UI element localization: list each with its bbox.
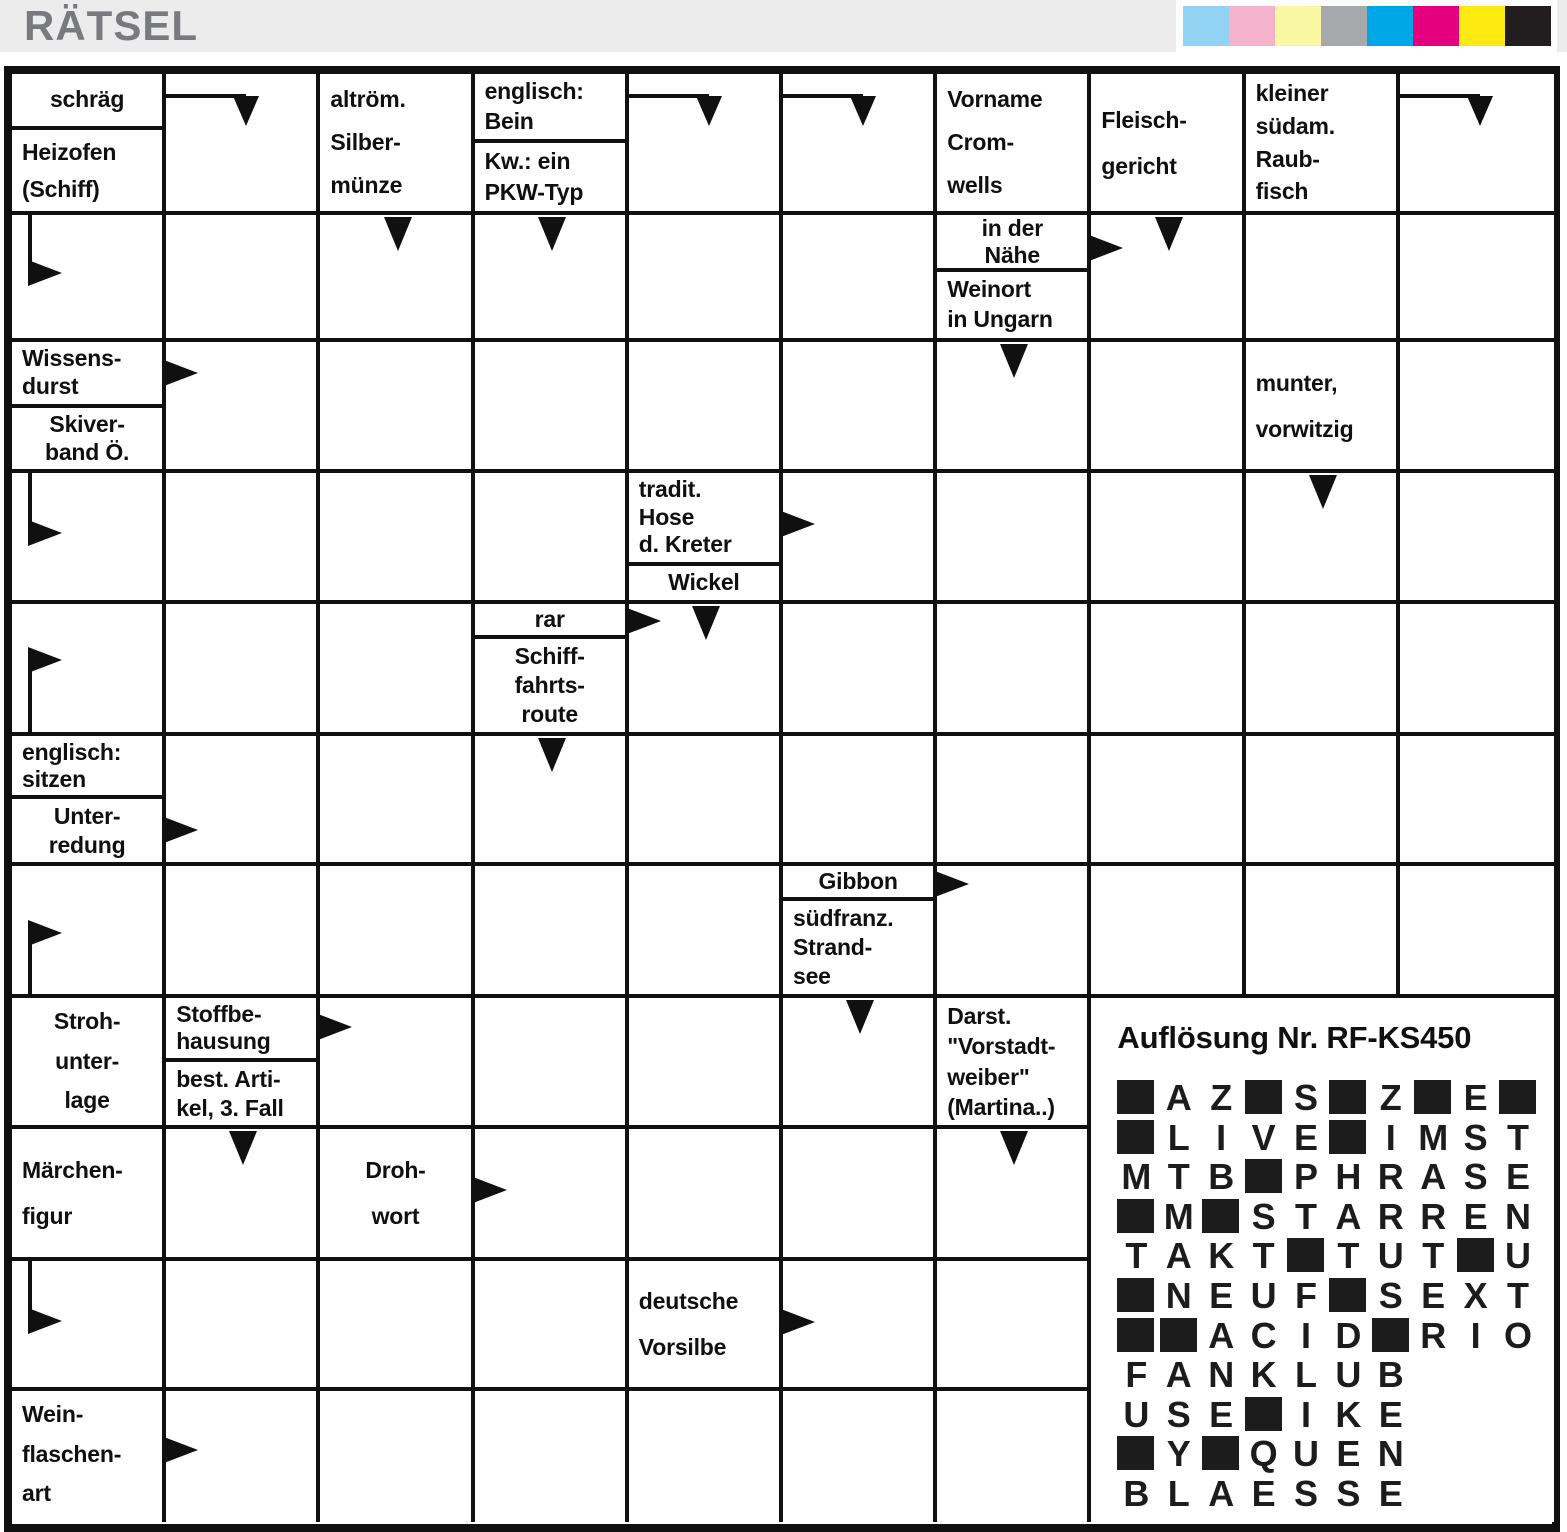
solution-letter-r11c7: E bbox=[1378, 1473, 1403, 1514]
solution-block-r7c2 bbox=[1160, 1318, 1197, 1352]
arrow-enter-line-r5c1 bbox=[28, 659, 32, 736]
solution-letter-r2c9: S bbox=[1463, 1116, 1488, 1158]
solution-letter-r2c7: I bbox=[1385, 1116, 1396, 1158]
solution-letter-r7c4: C bbox=[1250, 1314, 1277, 1356]
answer-cell-r7c10[interactable] bbox=[1400, 866, 1554, 998]
solution-letter-r2c5: E bbox=[1293, 1116, 1318, 1158]
arrow-right-icon-r4c6 bbox=[781, 511, 815, 537]
answer-cell-r11c7[interactable] bbox=[937, 1391, 1091, 1522]
solution-letter-r1c2: A bbox=[1165, 1077, 1192, 1118]
answer-cell-r4c2[interactable] bbox=[166, 473, 320, 604]
clue-cell-r4c5 bbox=[629, 473, 783, 604]
solution-letter-r6c3: E bbox=[1209, 1275, 1234, 1316]
clue-text-r6c1-s1: englisch: sitzen bbox=[12, 736, 162, 799]
clue-text-r1c7-s1: Vorname Crom- wells bbox=[947, 86, 1043, 198]
solution-letter-r11c4: E bbox=[1251, 1473, 1276, 1514]
clue-cell-r3c1 bbox=[12, 342, 166, 473]
clue-text-r8c2-s1: Stoffbe- hausung bbox=[166, 998, 316, 1062]
solution-letter-r4c4: S bbox=[1251, 1195, 1276, 1237]
solution-block-r10c1 bbox=[1117, 1436, 1154, 1470]
answer-cell-r2c9[interactable] bbox=[1246, 215, 1400, 342]
arrow-enter-right-icon-r10c1 bbox=[28, 1308, 62, 1334]
solution-block-r5c5 bbox=[1287, 1238, 1324, 1272]
clue-text-r8c7-s1: Darst. "Vorstadt- weiber" (Martina..) bbox=[947, 1003, 1056, 1120]
clue-text-r1c3-s1: altröm. Silber- münze bbox=[330, 86, 406, 198]
solution-letter-r1c5: S bbox=[1293, 1077, 1318, 1118]
solution-letter-r2c2: L bbox=[1167, 1116, 1190, 1158]
answer-cell-r8c4[interactable] bbox=[475, 998, 629, 1129]
solution-letter-r7c9: I bbox=[1470, 1314, 1481, 1356]
arrow-down-icon-r9c7 bbox=[1000, 1131, 1028, 1165]
color-swatch-5 bbox=[1367, 6, 1413, 46]
solution-letter-r11c2: L bbox=[1167, 1473, 1190, 1514]
solution-letter-r5c7: U bbox=[1377, 1235, 1404, 1277]
arrow-down-icon-r2c3 bbox=[384, 217, 412, 251]
clue-text-r5c4-s1: rar bbox=[475, 604, 625, 639]
answer-cell-r8c5[interactable] bbox=[629, 998, 783, 1129]
solution-letter-r3c6: H bbox=[1335, 1156, 1362, 1198]
arrow-corner-down-icon-r1c6 bbox=[850, 96, 876, 126]
arrow-enter-right-icon-r7c1 bbox=[28, 920, 62, 946]
solution-letter-r8c6: U bbox=[1335, 1354, 1362, 1396]
answer-cell-r6c7[interactable] bbox=[937, 736, 1091, 866]
clue-text-r4c5-s1: tradit. Hose d. Kreter bbox=[629, 473, 779, 566]
arrow-down-icon-r2c8 bbox=[1155, 217, 1183, 251]
answer-cell-r4c3[interactable] bbox=[320, 473, 474, 604]
solution-letter-r5c2: A bbox=[1165, 1235, 1192, 1277]
solution-block-r1c6 bbox=[1329, 1080, 1366, 1114]
arrow-right-icon-r8c3 bbox=[318, 1014, 352, 1040]
solution-letter-r6c5: F bbox=[1294, 1275, 1317, 1316]
solution-letter-r9c7: E bbox=[1378, 1393, 1403, 1435]
solution-letter-r2c10: T bbox=[1506, 1116, 1529, 1158]
solution-letter-r5c3: K bbox=[1208, 1235, 1235, 1277]
clue-cell-r10c5 bbox=[629, 1261, 783, 1391]
answer-cell-r9c6[interactable] bbox=[783, 1129, 937, 1261]
solution-letter-r6c7: S bbox=[1378, 1275, 1403, 1316]
arrow-down-icon-r9c2 bbox=[229, 1131, 257, 1165]
solution-letter-r6c9: X bbox=[1463, 1275, 1488, 1316]
clue-cell-r6c1 bbox=[12, 736, 166, 866]
clue-cell-r1c3 bbox=[320, 74, 474, 215]
answer-cell-r6c5[interactable] bbox=[629, 736, 783, 866]
arrow-down-icon-r4c9 bbox=[1309, 475, 1337, 509]
solution-letter-r7c8: R bbox=[1420, 1314, 1447, 1356]
clue-cell-r1c8 bbox=[1091, 74, 1245, 215]
answer-cell-r3c10[interactable] bbox=[1400, 342, 1554, 473]
arrow-corner-down-icon-r1c5 bbox=[696, 96, 722, 126]
arrow-down-icon-r6c4 bbox=[538, 738, 566, 772]
answer-cell-r2c5[interactable] bbox=[629, 215, 783, 342]
answer-cell-r5c2[interactable] bbox=[166, 604, 320, 736]
solution-block-r9c4 bbox=[1245, 1397, 1282, 1431]
clue-cell-r1c7 bbox=[937, 74, 1091, 215]
solution-letter-r7c10: O bbox=[1503, 1314, 1532, 1356]
answer-cell-r3c5[interactable] bbox=[629, 342, 783, 473]
arrow-corner-down-icon-r1c10 bbox=[1467, 96, 1493, 126]
answer-cell-r7c8[interactable] bbox=[1091, 866, 1245, 998]
color-swatch-4 bbox=[1321, 6, 1367, 46]
arrow-right-icon-r3c2 bbox=[164, 360, 198, 386]
solution-block-r3c4 bbox=[1245, 1159, 1282, 1193]
clue-cell-r2c7 bbox=[937, 215, 1091, 342]
answer-cell-r3c6[interactable] bbox=[783, 342, 937, 473]
solution-letter-r4c10: N bbox=[1504, 1195, 1531, 1237]
solution-letter-r9c5: I bbox=[1300, 1393, 1311, 1435]
solution-letter-r6c10: T bbox=[1506, 1275, 1529, 1316]
solution-letter-r9c6: K bbox=[1335, 1393, 1362, 1435]
arrow-right-icon-r6c2 bbox=[164, 817, 198, 843]
solution-letter-r2c3: I bbox=[1216, 1116, 1227, 1158]
answer-cell-r2c6[interactable] bbox=[783, 215, 937, 342]
solution-letter-r3c5: P bbox=[1293, 1156, 1318, 1198]
solution-letter-r8c3: N bbox=[1208, 1354, 1235, 1396]
arrow-down-icon-r8c6 bbox=[846, 1000, 874, 1034]
answer-cell-r5c10[interactable] bbox=[1400, 604, 1554, 736]
answer-cell-r2c10[interactable] bbox=[1400, 215, 1554, 342]
clue-cell-r1c4 bbox=[475, 74, 629, 215]
clue-cell-r7c6 bbox=[783, 866, 937, 998]
solution-letter-r1c9: E bbox=[1463, 1077, 1488, 1118]
clue-cell-r9c3 bbox=[320, 1129, 474, 1261]
solution-letter-r5c4: T bbox=[1252, 1235, 1275, 1277]
solution-letter-r3c3: B bbox=[1208, 1156, 1235, 1198]
answer-cell-r5c3[interactable] bbox=[320, 604, 474, 736]
solution-letter-r3c8: A bbox=[1420, 1156, 1447, 1198]
solution-letter-r10c5: U bbox=[1292, 1433, 1319, 1475]
clue-text-r4c5-s2: Wickel bbox=[668, 569, 740, 596]
solution-letter-r11c1: B bbox=[1123, 1473, 1150, 1514]
clue-text-r7c6-s2: südfranz. Strand- see bbox=[793, 905, 894, 989]
solution-letter-r10c7: N bbox=[1377, 1433, 1404, 1475]
clue-text-r2c7-s2: Weinort in Ungarn bbox=[947, 276, 1053, 332]
color-swatch-6 bbox=[1413, 6, 1459, 46]
arrow-enter-right-icon-r5c1 bbox=[28, 647, 62, 673]
clue-text-r1c4-s2: Kw.: ein PKW-Typ bbox=[484, 148, 584, 205]
answer-cell-r2c2[interactable] bbox=[166, 215, 320, 342]
arrow-right-icon-r2c8 bbox=[1089, 235, 1123, 261]
clue-cell-r5c4 bbox=[475, 604, 629, 736]
solution-letter-r4c6: A bbox=[1335, 1195, 1362, 1237]
solution-letter-r5c6: T bbox=[1337, 1235, 1360, 1277]
solution-letter-r5c1: T bbox=[1125, 1235, 1148, 1277]
clue-text-r1c4-s1: englisch: Bein bbox=[475, 74, 625, 143]
solution-block-r2c6 bbox=[1329, 1120, 1366, 1154]
answer-cell-r5c9[interactable] bbox=[1246, 604, 1400, 736]
arrow-right-icon-r5c5 bbox=[627, 608, 661, 634]
arrow-right-icon-r7c7 bbox=[935, 871, 969, 897]
clue-text-r8c2-s2: best. Arti- kel, 3. Fall bbox=[176, 1066, 284, 1121]
solution-letter-r2c8: M bbox=[1418, 1116, 1449, 1158]
answer-cell-r10c2[interactable] bbox=[166, 1261, 320, 1391]
clue-cell-r11c1 bbox=[12, 1391, 166, 1522]
answer-cell-r6c3[interactable] bbox=[320, 736, 474, 866]
solution-block-r1c1 bbox=[1117, 1080, 1154, 1114]
solution-letter-r7c3: A bbox=[1208, 1314, 1235, 1356]
clue-text-r6c1-s2: Unter- redung bbox=[48, 803, 126, 858]
clue-text-r1c9-s1: kleiner südam. Raub- fisch bbox=[1255, 80, 1335, 205]
clue-cell-r8c2 bbox=[166, 998, 320, 1129]
answer-cell-r7c9[interactable] bbox=[1246, 866, 1400, 998]
answer-cell-r10c4[interactable] bbox=[475, 1261, 629, 1391]
clue-text-r8c1-s1: Stroh- unter- lage bbox=[53, 1007, 121, 1114]
solution-letter-r10c6: E bbox=[1336, 1433, 1361, 1475]
clue-cell-r1c9 bbox=[1246, 74, 1400, 215]
answer-cell-r11c5[interactable] bbox=[629, 1391, 783, 1522]
arrow-down-icon-r3c7 bbox=[1000, 344, 1028, 378]
answer-cell-r3c4[interactable] bbox=[475, 342, 629, 473]
solution-block-r7c1 bbox=[1117, 1318, 1154, 1352]
solution-letter-r11c6: S bbox=[1336, 1473, 1361, 1514]
answer-cell-r9c5[interactable] bbox=[629, 1129, 783, 1261]
solution-letter-r11c5: S bbox=[1293, 1473, 1318, 1514]
answer-cell-r10c3[interactable] bbox=[320, 1261, 474, 1391]
arrow-enter-line-r7c1 bbox=[28, 932, 32, 998]
solution-letter-r3c1: M bbox=[1121, 1156, 1152, 1198]
answer-cell-r5c7[interactable] bbox=[937, 604, 1091, 736]
solution-letter-r1c7: Z bbox=[1379, 1077, 1402, 1118]
answer-cell-r4c7[interactable] bbox=[937, 473, 1091, 604]
solution-letter-r6c2: N bbox=[1165, 1275, 1192, 1316]
solution-letter-r5c8: T bbox=[1422, 1235, 1445, 1277]
arrow-corner-down-icon-r1c2 bbox=[233, 96, 259, 126]
solution-block-r7c7 bbox=[1372, 1318, 1409, 1352]
arrow-down-icon-r5c5 bbox=[692, 606, 720, 640]
solution-letter-r7c6: D bbox=[1335, 1314, 1362, 1356]
answer-cell-r4c8[interactable] bbox=[1091, 473, 1245, 604]
clue-text-r3c9-s1: munter, vorwitzig bbox=[1255, 369, 1354, 442]
color-swatch-2 bbox=[1229, 6, 1275, 46]
clue-cell-r8c1 bbox=[12, 998, 166, 1129]
answer-cell-r6c2[interactable] bbox=[166, 736, 320, 866]
solution-block-r4c1 bbox=[1117, 1199, 1154, 1233]
arrow-right-icon-r9c4 bbox=[473, 1177, 507, 1203]
crossword-grid bbox=[12, 74, 1554, 1522]
solution-block-r6c6 bbox=[1329, 1278, 1366, 1312]
solution-letter-r8c7: B bbox=[1377, 1354, 1404, 1396]
answer-cell-r7c2[interactable] bbox=[166, 866, 320, 998]
answer-cell-r6c9[interactable] bbox=[1246, 736, 1400, 866]
answer-cell-r3c3[interactable] bbox=[320, 342, 474, 473]
answer-cell-r5c8[interactable] bbox=[1091, 604, 1245, 736]
answer-cell-r10c7[interactable] bbox=[937, 1261, 1091, 1391]
solution-letter-r4c9: E bbox=[1463, 1195, 1488, 1237]
solution-block-r10c3 bbox=[1202, 1436, 1239, 1470]
clue-text-r3c1-s2: Skiver- band Ö. bbox=[44, 411, 130, 465]
arrow-enter-right-icon-r2c1 bbox=[28, 260, 62, 286]
solution-letter-r4c5: T bbox=[1294, 1195, 1317, 1237]
answer-cell-r6c8[interactable] bbox=[1091, 736, 1245, 866]
page-title: RÄTSEL bbox=[24, 2, 198, 49]
solution-letter-r4c2: M bbox=[1163, 1195, 1194, 1237]
clue-text-r2c7-s1: in der Nähe bbox=[937, 215, 1087, 272]
solution-block-r1c10 bbox=[1499, 1080, 1536, 1114]
solution-letter-r9c3: E bbox=[1209, 1393, 1234, 1435]
clue-text-r7c6-s1: Gibbon bbox=[783, 866, 933, 901]
answer-cell-r4c10[interactable] bbox=[1400, 473, 1554, 604]
answer-cell-r5c6[interactable] bbox=[783, 604, 937, 736]
solution-box bbox=[1091, 998, 1554, 1522]
color-swatch-7 bbox=[1459, 6, 1505, 46]
solution-block-r1c8 bbox=[1414, 1080, 1451, 1114]
solution-block-r1c4 bbox=[1245, 1080, 1282, 1114]
answer-cell-r6c6[interactable] bbox=[783, 736, 937, 866]
color-swatch-3 bbox=[1275, 6, 1321, 46]
solution-letter-r1c3: Z bbox=[1210, 1077, 1233, 1118]
clue-text-r1c1-s2: Heizofen (Schiff) bbox=[22, 138, 117, 202]
clue-text-r1c8-s1: Fleisch- gericht bbox=[1101, 106, 1187, 179]
solution-letter-r2c4: V bbox=[1251, 1116, 1276, 1158]
solution-block-r5c9 bbox=[1457, 1238, 1494, 1272]
answer-cell-r4c4[interactable] bbox=[475, 473, 629, 604]
solution-letter-r8c4: K bbox=[1250, 1354, 1277, 1396]
solution-letter-r4c7: R bbox=[1377, 1195, 1404, 1237]
solution-letter-r3c10: E bbox=[1505, 1156, 1530, 1198]
answer-cell-r6c10[interactable] bbox=[1400, 736, 1554, 866]
clue-text-r11c1-s1: Wein- flaschen- art bbox=[22, 1400, 122, 1507]
solution-title: Auflösung Nr. RF-KS450 bbox=[1117, 1020, 1472, 1055]
arrow-right-icon-r11c2 bbox=[164, 1437, 198, 1463]
solution-letter-r10c2: Y bbox=[1166, 1433, 1191, 1475]
clue-cell-r8c7 bbox=[937, 998, 1091, 1129]
arrow-down-icon-r2c4 bbox=[538, 217, 566, 251]
solution-letter-r6c8: E bbox=[1421, 1275, 1446, 1316]
answer-cell-r11c4[interactable] bbox=[475, 1391, 629, 1522]
solution-letter-r10c4: Q bbox=[1249, 1433, 1278, 1475]
solution-block-r6c1 bbox=[1117, 1278, 1154, 1312]
arrow-right-icon-r10c6 bbox=[781, 1309, 815, 1335]
solution-letter-r9c2: S bbox=[1166, 1393, 1191, 1435]
arrow-enter-right-icon-r4c1 bbox=[28, 520, 62, 546]
answer-cell-r11c6[interactable] bbox=[783, 1391, 937, 1522]
clue-cell-r1c1 bbox=[12, 74, 166, 215]
clue-text-r9c1-s1: Märchen- figur bbox=[22, 1157, 123, 1229]
solution-letter-r3c9: S bbox=[1463, 1156, 1488, 1198]
answer-cell-r7c3[interactable] bbox=[320, 866, 474, 998]
answer-cell-r7c4[interactable] bbox=[475, 866, 629, 998]
answer-cell-r11c3[interactable] bbox=[320, 1391, 474, 1522]
clue-cell-r3c9 bbox=[1246, 342, 1400, 473]
solution-letter-r8c5: L bbox=[1294, 1354, 1317, 1396]
answer-cell-r3c8[interactable] bbox=[1091, 342, 1245, 473]
solution-letter-r8c2: A bbox=[1165, 1354, 1192, 1396]
header-bar bbox=[0, 0, 1567, 52]
solution-letter-r11c3: A bbox=[1208, 1473, 1235, 1514]
clue-cell-r9c1 bbox=[12, 1129, 166, 1261]
solution-letter-r3c2: T bbox=[1167, 1156, 1190, 1198]
solution-letter-r8c1: F bbox=[1125, 1354, 1148, 1396]
answer-cell-r4c6[interactable] bbox=[783, 473, 937, 604]
clue-text-r1c1-s1: schräg bbox=[12, 74, 162, 130]
solution-block-r2c1 bbox=[1117, 1120, 1154, 1154]
solution-block-r4c3 bbox=[1202, 1199, 1239, 1233]
solution-letter-r4c8: R bbox=[1420, 1195, 1447, 1237]
color-swatch-8 bbox=[1505, 6, 1551, 46]
solution-letter-r9c1: U bbox=[1123, 1393, 1150, 1435]
clue-text-r9c3-s1: Droh- wort bbox=[365, 1157, 426, 1229]
color-swatch-1 bbox=[1183, 6, 1229, 46]
solution-letter-r5c10: U bbox=[1504, 1235, 1531, 1277]
clue-text-r5c4-s2: Schiff- fahrts- route bbox=[514, 643, 585, 727]
solution-letter-r6c4: U bbox=[1250, 1275, 1277, 1316]
solution-letter-r3c7: R bbox=[1377, 1156, 1404, 1198]
answer-cell-r7c5[interactable] bbox=[629, 866, 783, 998]
clue-text-r10c5-s1: deutsche Vorsilbe bbox=[638, 1288, 739, 1360]
print-color-calibration-bar bbox=[1176, 0, 1557, 52]
clue-text-r3c1-s1: Wissens- durst bbox=[12, 342, 162, 408]
solution-letter-r7c5: I bbox=[1300, 1314, 1311, 1356]
